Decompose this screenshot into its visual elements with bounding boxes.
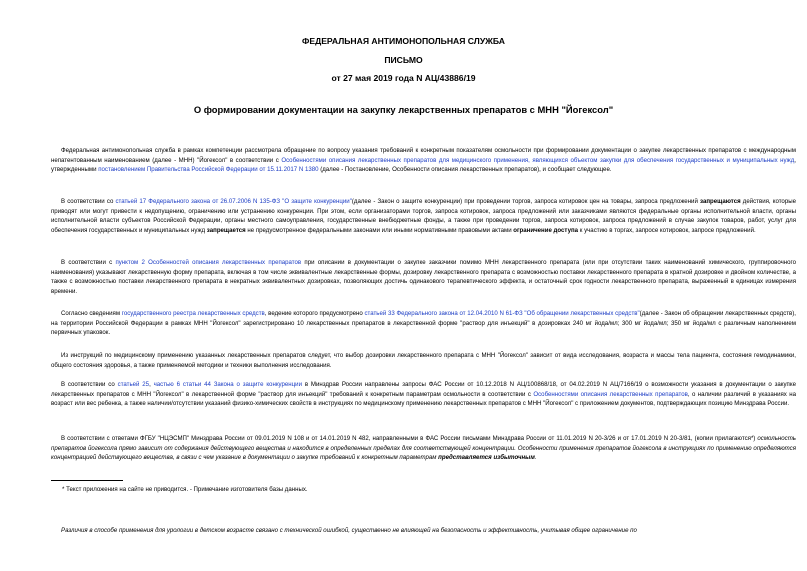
paragraph-3-text-2: при описании в документации о закупке заказчики помимо МНН лекарственного препарата (или при отсутствии таких наименований химического, группировочного наименования) указывают лекарственную форму препарата, включая в том числе эквивалентные лекарственные формы, дозировку лекарственного препарата с возможностью поставки лекарственного препарата в кратной дозировке и двойном количестве, а также с возможностью поставки лекарственного препарата в некратных эквивалентных дозировках, позволяющих достичь одинакового терапевтического эффекта, и остаточный срок годности лекарственного препарата, выраженный в единицах измерения времени.: [51, 259, 796, 295]
link-clause-2-features[interactable]: пунктом 2 Особенностей описания лекарственных препаратов: [115, 259, 302, 266]
paragraph-5-text-1: Из инструкций по медицинскому применению указанных лекарственных препаратов следует, что выбор дозировки лекарственного препарата с МНН "Йогексол" зависит от вида исследования, возраста и массы тела пациента, состояния гемодинамики, общего состояния здоровья, а также применяемой методики и техники выполнения исследования.: [51, 352, 796, 369]
paragraph-1: [51, 146, 796, 175]
paragraph-1-text-1: Федеральная антимонопольная служба в рамках компетенции рассмотрела обращение по вопросу указания требований к конкретным показателям осмольности при формировании документации о закупке лекарственных препаратов с международным непатентованным наименованием (далее - МНН) "Йогексол" в соответствии с: [51, 147, 796, 164]
paragraph-7-bold-italic-1: представляется избыточным: [438, 454, 535, 462]
paragraph-6-text-1: В соответствии со: [61, 381, 118, 388]
paragraph-2-bold-3: ограничение доступа: [513, 226, 579, 234]
paragraph-5: [51, 351, 796, 370]
link-features-description-2[interactable]: Особенностями описания лекарственных препаратов: [533, 390, 688, 398]
paragraph-6: [51, 380, 796, 409]
paragraph-2-text-4: не предусмотренное федеральными законами или иными нормативными правовыми актами: [245, 226, 514, 234]
paragraph-4-text-2: , ведение которого предусмотрено: [264, 310, 365, 317]
paragraph-6-text-3: в Минздрав России направлены запросы ФАС России от 10.12.2018 N АЦ/100868/18, от 04.02.2019 N АЦ/7166/19 о возможности указания в документации о закупке лекарственных препаратов с МНН "Йогексол" в лекарственной форме "раствор для инъекций" требований к конкретным параметрам осмольности в соответствии с: [51, 381, 796, 398]
document-date-number: от 27 мая 2019 года N АЦ/43886/19: [331, 73, 476, 83]
link-article-33[interactable]: статьей 33 Федерального закона от 12.04.2010 N 61-ФЗ "Об обращении лекарственных средств": [364, 310, 640, 317]
document-title: О формировании документации на закупку лекарственных препаратов с МНН "Йогексол": [193, 104, 614, 115]
paragraph-2-text-3: действия, которые приводят или могут привести к недопущению, ограничению или устранению конкуренции. При этом, если организаторами торгов, запроса котировок, запроса предложений или заказчиками являются федеральные органы исполнительной власти, органы исполнительной власти субъектов Российской Федерации, органы местного самоуправления, государственные внебюджетные фонды, а также при проведении торгов, запроса котировок, запроса предложений в случае закупок товаров, работ, услуг для обеспечения государственных и муниципальных нужд: [51, 198, 796, 234]
document-type: ПИСЬМО: [384, 55, 423, 65]
link-article-44-part-6[interactable]: частью 6 статьи 44 Закона о защите конкуренции: [153, 381, 302, 388]
paragraph-4-text-1: Согласно сведениям: [61, 310, 122, 317]
paragraph-7-text-2: .: [534, 454, 537, 462]
paragraph-1-text-2: , утвержденными: [51, 156, 796, 174]
paragraph-6-text-2: ,: [149, 381, 154, 388]
italic-note: Различия в способе применения для урологии в детском возрасте связано с технической ошибкой, существенно не влияющей на безопасность и эффективность, учитывая общее ограничение по: [61, 527, 637, 534]
paragraph-6-text-4: , о наличии различий в указаниях на возраст или вес ребенка, а также наличии/отсутствии указаний физико-химических свойств в инструкциях по медицинскому применению лекарственных препаратов с МНН "Йогексол" с приложением документов, подтверждающих позицию Минздрава России.: [51, 390, 796, 408]
link-drug-registry[interactable]: государственного реестра лекарственных средств: [121, 310, 265, 317]
agency-name: ФЕДЕРАЛЬНАЯ АНТИМОНОПОЛЬНАЯ СЛУЖБА: [302, 36, 505, 46]
paragraph-4: [51, 309, 796, 338]
paragraph-2: [51, 197, 796, 235]
paragraph-3: [51, 258, 796, 296]
paragraph-2-text-2: (далее - Закон о защите конкуренции) при проведении торгов, запроса котировок цен на товары, запроса предложений: [351, 198, 700, 205]
paragraph-3-text-1: В соответствии с: [61, 259, 116, 266]
footnote-divider: [51, 480, 123, 481]
link-article-25[interactable]: статьей 25: [117, 381, 150, 388]
link-article-17[interactable]: статьей 17 Федерального закона от 26.07.2006 N 135-ФЗ "О защите конкуренции": [115, 198, 352, 205]
paragraph-2-bold-1: запрещаются: [700, 198, 741, 205]
paragraph-1-text-3: (далее - Постановление, Особенности описания лекарственных препаратов), и сообщает следующее.: [318, 166, 612, 174]
link-features-description[interactable]: Особенностями описания лекарственных препаратов для медицинского применения, являющихся объектом закупки для обеспечения государственных и муниципальных нужд: [281, 156, 795, 164]
footnote: * Текст приложения на сайте не приводится. - Примечание изготовителя базы данных.: [62, 486, 308, 493]
paragraph-7-italic-1: осмольность препаратов йогексола прямо зависит от содержания действующего вещества и находится в определенных пределах для соответствующей концентрации. Особенности применения препаратов йогексола в инструкциях по применению определяются концентрацией действующего вещества, в связи с чем указание в документации о закупке требований к конкретным параметрам: [51, 435, 796, 462]
paragraph-2-bold-2: запрещается: [206, 226, 246, 234]
link-government-decree[interactable]: постановлением Правительства Российской Федерации от 15.11.2017 N 1380: [98, 166, 319, 174]
paragraph-2-text-5: к участию в торгах, запросе котировок, запросе предложений.: [578, 226, 756, 234]
paragraph-4-text-3: (далее - Закон об обращении лекарственных средств), на территории Российской Федерации в рамках МНН "Йогексол" зарегистрировано 10 лекарственных препаратов в лекарственной форме "раствор для инъекций" в дозировках 240 мг йода/мл; 300 мг йода/мл; 350 мг йода/мл с различным наполнением первичных упаковок.: [51, 310, 796, 337]
paragraph-7-text-1: В соответствии с ответами ФГБУ "НЦЭСМП" Минздрава России от 09.01.2019 N 108 и от 14.01.2019 N 482, направленными в ФАС России письмами Минздрава России от 11.01.2019 N 20-3/26 и от 17.01.2019 N 20-3/81, (копии прилагаются*): [61, 435, 758, 442]
paragraph-2-text-1: В соответствии со: [61, 198, 116, 205]
paragraph-7: [51, 434, 796, 463]
